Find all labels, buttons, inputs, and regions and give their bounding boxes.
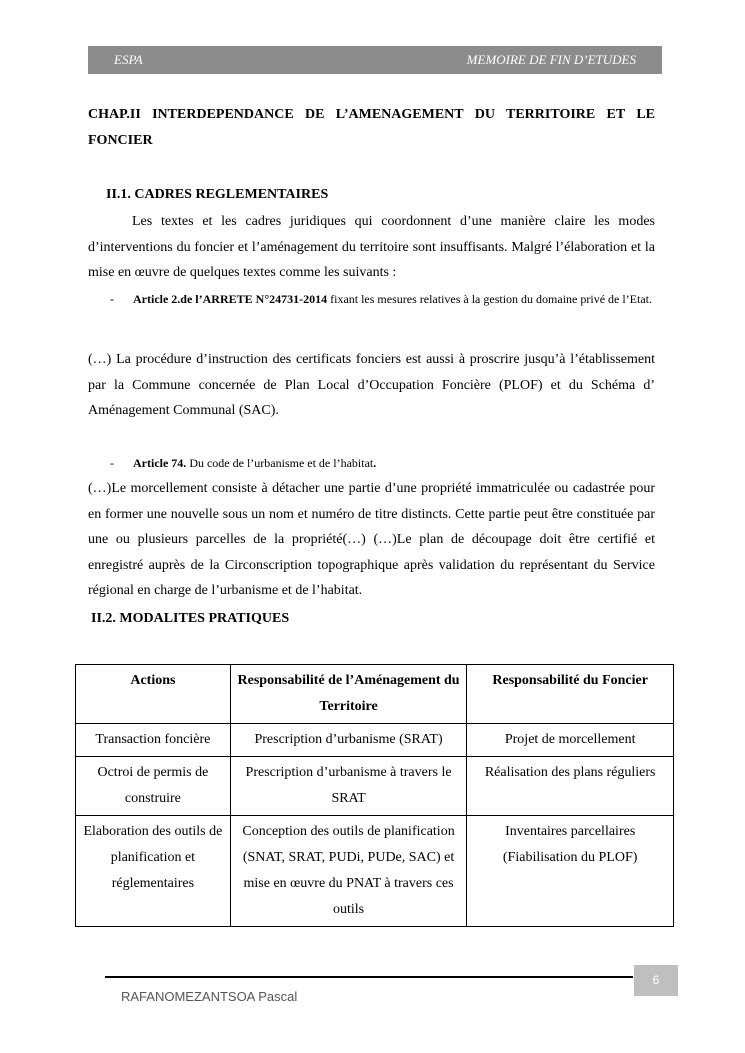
- table-row: [76, 816, 674, 927]
- table-cell: Prescription d’urbanisme à travers le SRAT: [230, 757, 467, 816]
- article-reference: Article 74.: [133, 456, 187, 470]
- article-description: Du code de l’urbanisme et de l’habitat: [186, 456, 374, 470]
- page-header: [88, 46, 662, 74]
- table-cell: Conception des outils de planification (SNAT, SRAT, PUDi, PUDe, SAC) et mise en œuvre du PNAT à travers ces outils: [230, 816, 467, 927]
- footer-divider: [105, 976, 633, 978]
- header-actions: Actions: [76, 665, 231, 724]
- section-1-intro: Les textes et les cadres juridiques qui coordonnent d’une manière claire les modes d’interventions du foncier et l’aménagement du territoire sont insuffisants. Malgré l’élaboration et la mise en œuvre de quelques textes comme les suivants :: [88, 214, 655, 280]
- bullet-dash: -: [110, 292, 114, 306]
- quote-article-74: (…)Le morcellement consiste à détacher une partie d’une propriété immatriculée ou cadastrée pour en former une nouvelle sous un nom et numéro de titre distincts. Cette partie peut être constituée par une ou plusieurs parcelles de la propriété(…) (…)Le plan de découpage doit être certifié et enregistré auprès de la Circonscription topographique après validation du représentant du Service régional en charge de l’urbanisme et de l’habitat.: [88, 481, 655, 598]
- bullet-text: [133, 451, 655, 475]
- header-territory-responsibility: Responsabilité de l’Aménagement du Territoire: [230, 665, 467, 724]
- header-land-responsibility: Responsabilité du Foncier: [467, 665, 674, 724]
- article-end-period: .: [373, 456, 377, 470]
- section-2-title: II.2. MODALITES PRATIQUES: [91, 611, 290, 626]
- bullet-article-2: [110, 287, 655, 311]
- table-cell: Prescription d’urbanisme (SRAT): [230, 724, 467, 757]
- table-cell: Transaction foncière: [76, 724, 231, 757]
- section-1-title: II.1. CADRES REGLEMENTAIRES: [106, 187, 329, 202]
- table-cell: Octroi de permis de construire: [76, 757, 231, 816]
- header-school: ESPA: [114, 52, 143, 67]
- article-reference: Article 2.de l’ARRETE N°24731-2014: [133, 292, 328, 306]
- header-document-type: MEMOIRE DE FIN D’ETUDES: [466, 52, 636, 67]
- article-description: fixant les mesures relatives à la gestion du domaine privé de l’Etat.: [327, 292, 653, 306]
- table-row: [76, 757, 674, 816]
- modalities-table: [75, 664, 674, 927]
- chapter-title: CHAP.II INTERDEPENDANCE DE L’AMENAGEMENT DU TERRITOIRE ET LE FONCIER: [88, 107, 655, 148]
- bullet-dash: -: [110, 456, 114, 470]
- table-cell: Inventaires parcellaires (Fiabilisation du PLOF): [467, 816, 674, 927]
- bullet-article-74: [110, 451, 655, 475]
- page-number: 6: [634, 965, 678, 996]
- footer-author: RAFANOMEZANTSOA Pascal: [121, 989, 298, 1004]
- table-row: [76, 724, 674, 757]
- table-cell: Projet de morcellement: [467, 724, 674, 757]
- quote-article-2: (…) La procédure d’instruction des certificats fonciers est aussi à proscrire jusqu’à l’établissement par la Commune concernée de Plan Local d’Occupation Foncière (PLOF) et du Schéma d’ Aménagement Communal (SAC).: [88, 352, 655, 418]
- table-cell: Elaboration des outils de planification et réglementaires: [76, 816, 231, 927]
- table-header-row: [76, 665, 674, 724]
- table-cell: Réalisation des plans réguliers: [467, 757, 674, 816]
- bullet-text: [133, 287, 655, 311]
